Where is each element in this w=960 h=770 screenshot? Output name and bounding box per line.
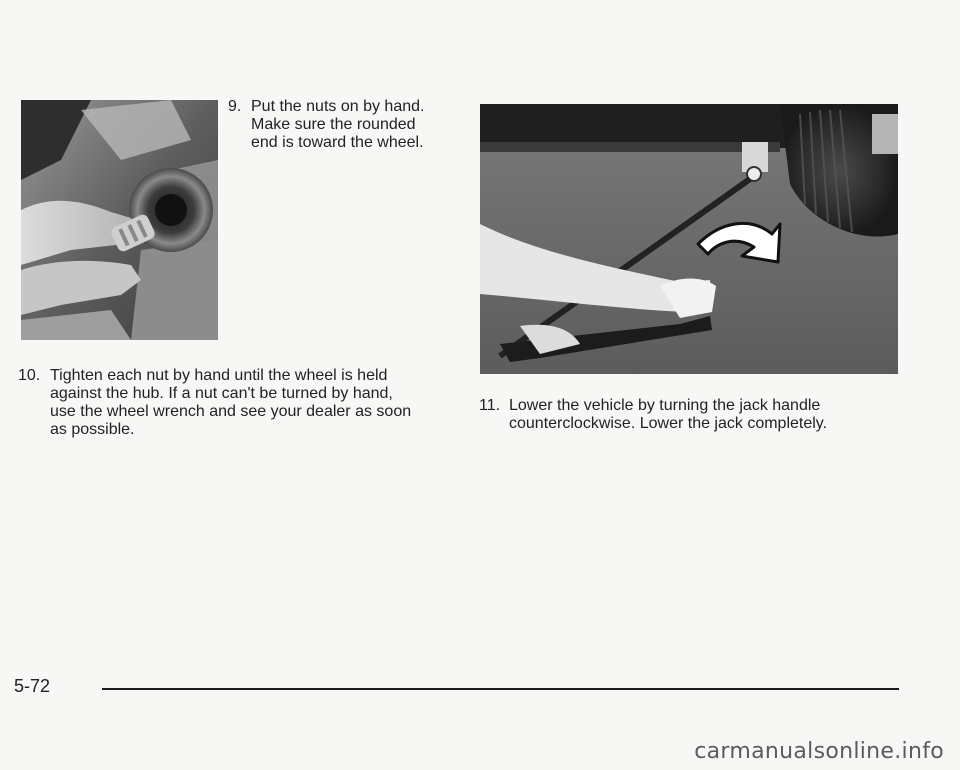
step-10 xyxy=(18,367,458,443)
step-10-line-2: against the hub. If a nut can't be turned by hand, xyxy=(50,385,393,402)
footer-rule xyxy=(102,688,899,690)
step-11 xyxy=(479,397,899,437)
step-11-line-1: Lower the vehicle by turning the jack handle xyxy=(509,397,821,414)
step-10-number: 10. xyxy=(18,367,41,384)
lug-nut-photo xyxy=(21,100,218,340)
step-9-line-3: end is toward the wheel. xyxy=(251,134,424,151)
step-10-line-3: use the wheel wrench and see your dealer as soon xyxy=(50,403,412,420)
step-9-number: 9. xyxy=(228,98,242,115)
page-number: 5-72 xyxy=(14,676,51,696)
step-9 xyxy=(228,98,468,154)
lug-nut-illustration xyxy=(21,100,218,340)
jack-handle-photo xyxy=(480,104,898,374)
step-10-line-4: as possible. xyxy=(50,421,135,438)
step-9-line-2: Make sure the rounded xyxy=(251,116,416,133)
jack-handle-illustration xyxy=(480,104,898,374)
step-9-line-1: Put the nuts on by hand. xyxy=(251,98,425,115)
step-10-line-1: Tighten each nut by hand until the wheel is held xyxy=(50,367,388,384)
step-11-number: 11. xyxy=(479,397,501,414)
step-11-line-2: counterclockwise. Lower the jack completely. xyxy=(509,415,828,432)
watermark-link[interactable]: carmanualsonline.info xyxy=(694,739,944,764)
